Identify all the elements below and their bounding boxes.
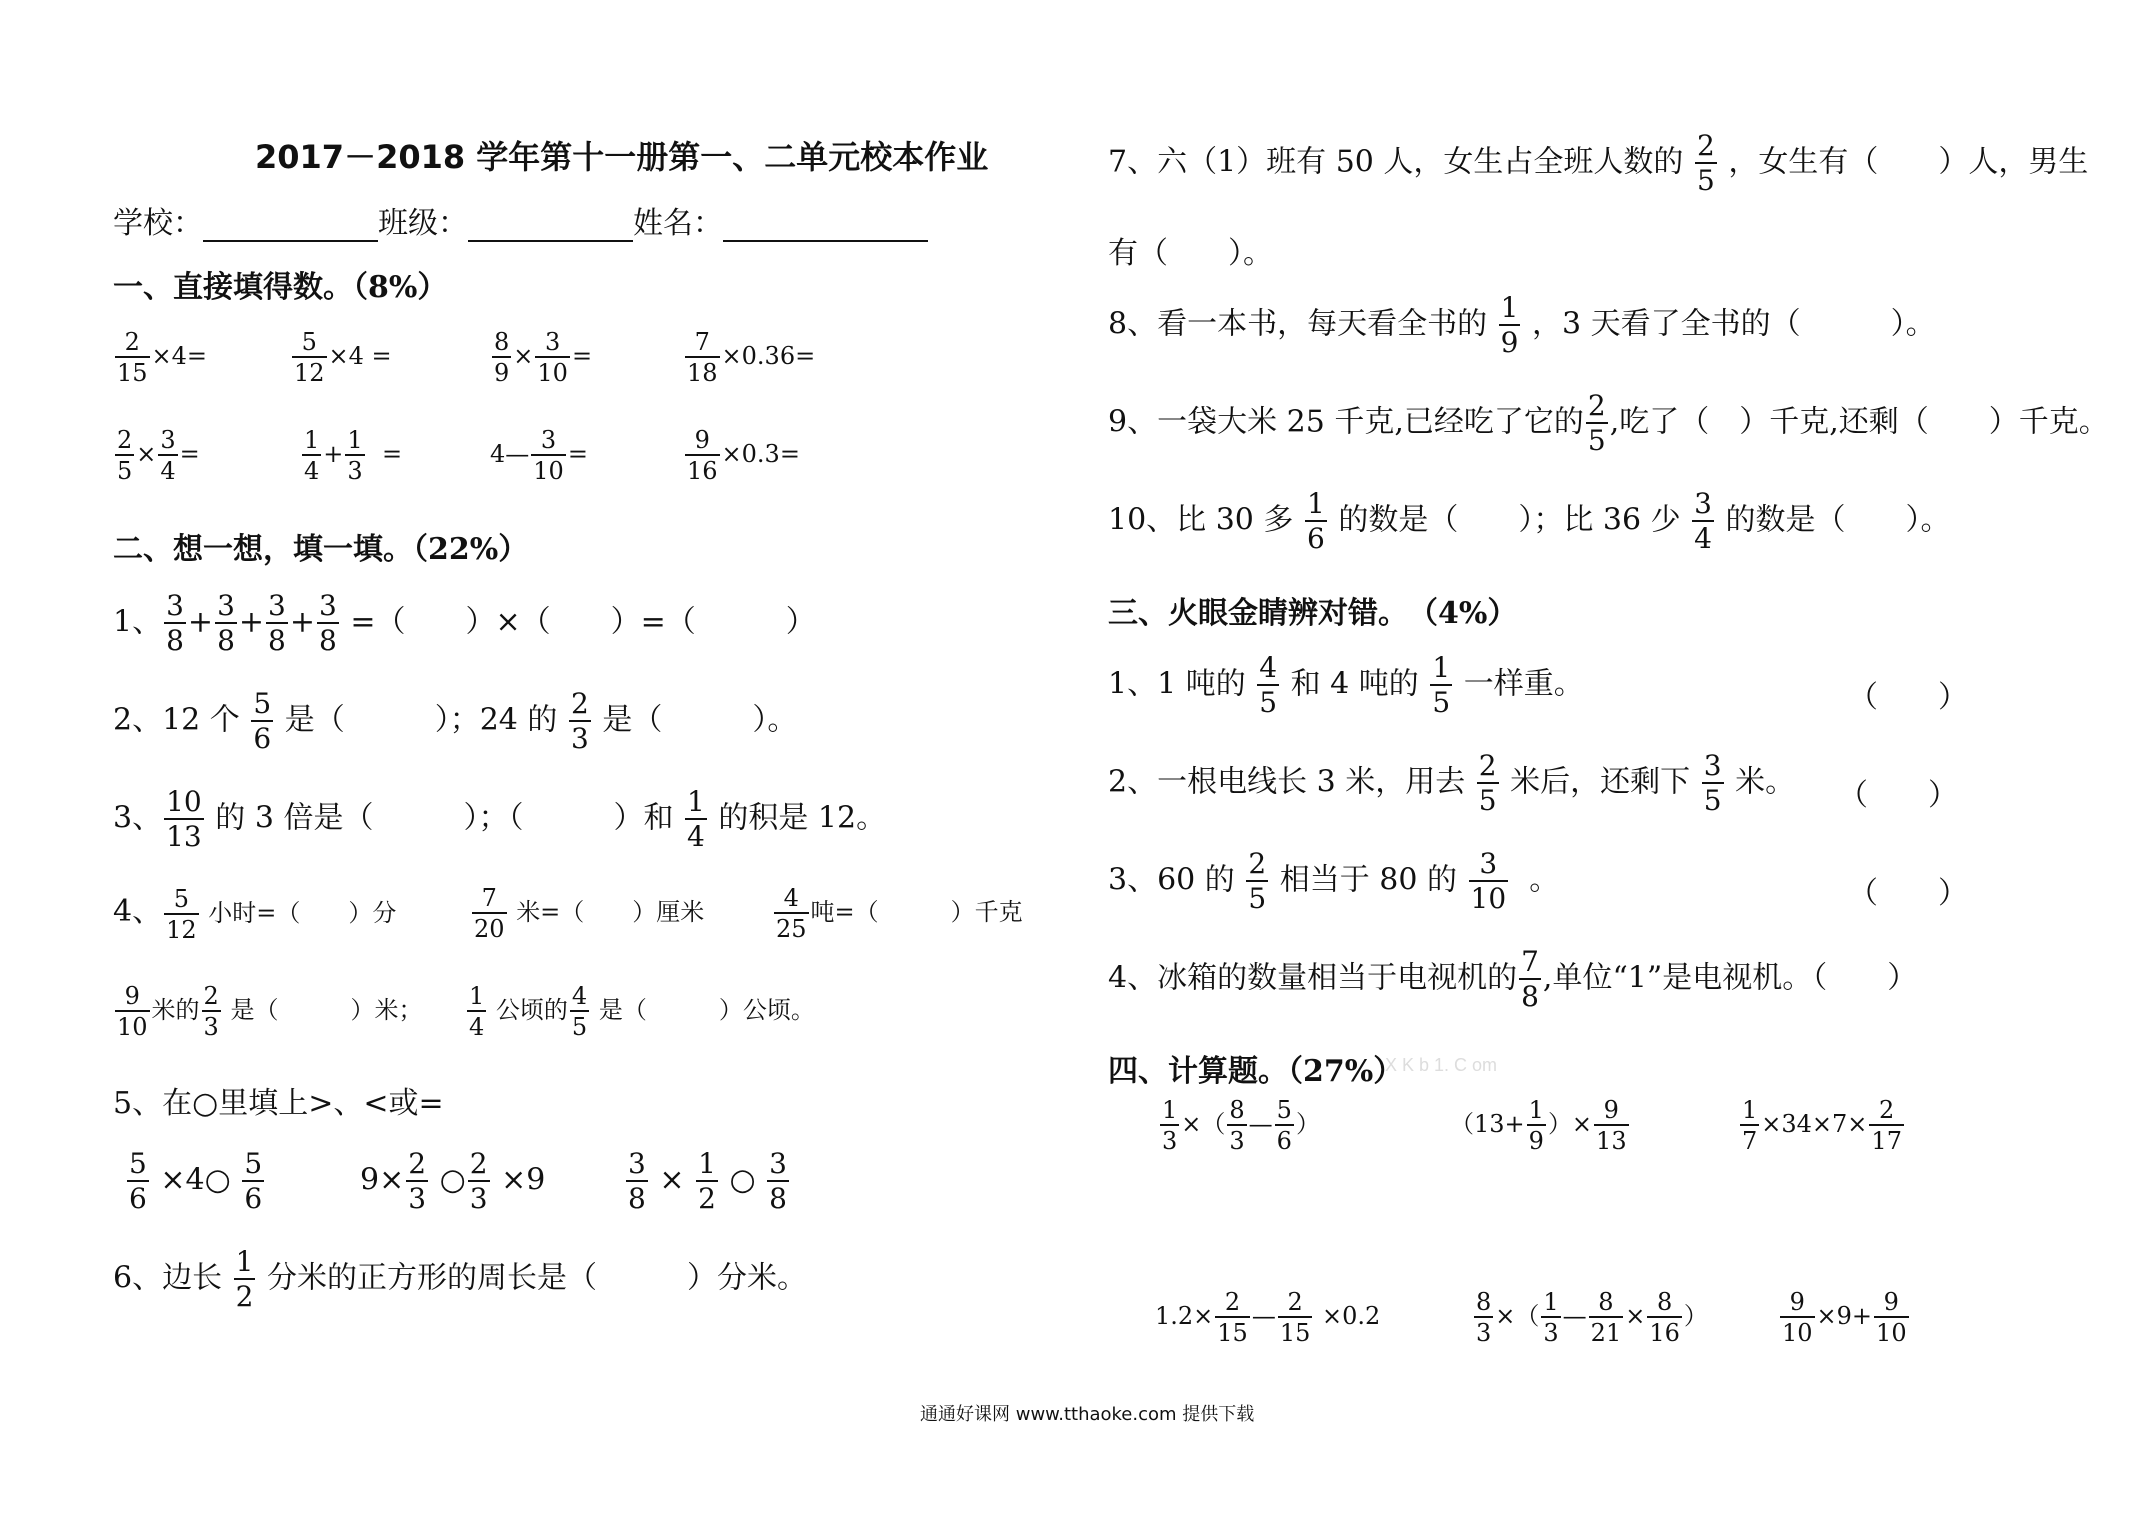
student-info-row — [113, 198, 928, 242]
s3-question-4: 4、冰箱的数量相当于电视机的 $\frac{7}{8}$ ,单位“1”是电视机。（ ） — [1108, 945, 1918, 1013]
s2-question-1: 1、 $\frac{3}{8}$ + $\frac{3}{8}$ + $\frac{3}{8}$ + $\frac{3}{8}$ =（ ）×（ ）=（ ） — [113, 589, 816, 657]
name-blank[interactable] — [723, 210, 928, 242]
section-2-heading: 二、想一想，填一填。（22%） — [113, 532, 529, 567]
s2-question-8: 8、看一本书，每天看全书的 $\frac{1}{9}$ ，3 天看了全书的（ ）。 — [1108, 291, 1936, 359]
s2-q4-item-4: $\frac{9}{10}$ 米的 $\frac{2}{3}$ 是（ ）米； — [117, 982, 423, 1041]
school-label: 学校： — [113, 206, 203, 241]
s4-r2-expr-3: $\frac{9}{10}$ ×9+ $\frac{9}{10}$ — [1782, 1288, 1907, 1347]
school-blank[interactable] — [203, 210, 378, 242]
s2-question-6: 6、边长 $\frac{1}{2}$ 分米的正方形的周长是（ ）分米。 — [113, 1245, 808, 1313]
s1-r1-item-4: $\frac{7}{18}$ ×0.36= — [687, 328, 816, 387]
section-4-heading: 四、计算题。（27%） — [1108, 1054, 1404, 1089]
s1-r2-item-2: $\frac{1}{4}$ + $\frac{1}{3}$ = — [304, 426, 403, 485]
section-3-heading: 三、火眼金睛辨对错。 （4%） — [1108, 596, 1518, 631]
s1-r1-item-1: $\frac{2}{15}$ ×4= — [117, 328, 208, 387]
s4-r2-expr-2: $\frac{8}{3}$ ×（ $\frac{1}{3}$ — $\frac{8}{21}$ × $\frac{8}{16}$ ） — [1476, 1288, 1708, 1347]
s2-question-7-cont: 有（ ）。 — [1108, 236, 1273, 271]
s4-r1-expr-1: $\frac{1}{3}$ ×（ $\frac{8}{3}$ — $\frac{5}{6}$ ） — [1162, 1096, 1320, 1155]
s3-answer-3[interactable]: （ ） — [1848, 876, 1968, 911]
s2-question-9: 9、一袋大米 25 千克,已经吃了它的 $\frac{2}{5}$ ,吃了（ ）千克,还剩（ ）千克。 — [1108, 389, 2109, 457]
class-label: 班级： — [378, 206, 468, 241]
s2-question-2: 2、12 个 $\frac{5}{6}$ 是（ ）；24 的 $\frac{2}{3}$ 是（ ）。 — [113, 687, 798, 755]
page-title: 2017－2018 学年第十一册第一、二单元校本作业 — [255, 138, 989, 176]
watermark: X K b 1. C om — [1385, 1055, 1498, 1075]
s2-q4-item-1: 4、 $\frac{5}{12}$ 小时=（ ）分 — [113, 885, 397, 944]
s1-r2-item-3: 4— $\frac{3}{10}$ = — [490, 426, 588, 485]
s1-r1-item-2: $\frac{5}{12}$ ×4 = — [294, 328, 392, 387]
s4-r1-expr-3: $\frac{1}{7}$ ×34×7× $\frac{2}{17}$ — [1742, 1096, 1902, 1155]
s3-answer-2[interactable]: （ ） — [1838, 778, 1958, 813]
s1-r2-item-1: $\frac{2}{5}$ × $\frac{3}{4}$ = — [117, 426, 200, 485]
section-1-heading: 一、直接填得数。（8%） — [113, 270, 448, 305]
s2-question-5-label: 5、在○里填上>、<或= — [113, 1086, 444, 1121]
s2-q4-item-2: $\frac{7}{20}$ 米=（ ）厘米 — [474, 884, 705, 943]
s3-question-1: 1、1 吨的 $\frac{4}{5}$ 和 4 吨的 $\frac{1}{5}$ 一样重。 — [1108, 651, 1584, 719]
s3-question-3: 3、60 的 $\frac{2}{5}$ 相当于 80 的 $\frac{3}{10}$ 。 — [1108, 847, 1560, 915]
s4-r2-expr-1: 1.2× $\frac{2}{15}$ — $\frac{2}{15}$ ×0.2 — [1155, 1288, 1381, 1347]
s3-answer-1[interactable]: （ ） — [1848, 680, 1968, 715]
s2-question-10: 10、比 30 多 $\frac{1}{6}$ 的数是（ ）；比 36 少 $\frac{3}{4}$ 的数是（ ）。 — [1108, 487, 1951, 555]
s2-q5-compare-3: $\frac{3}{8}$ × $\frac{1}{2}$ ○ $\frac{3}{8}$ — [628, 1147, 787, 1215]
s1-r2-item-4: $\frac{9}{16}$ ×0.3= — [687, 426, 800, 485]
footer-credit: 通通好课网 www.tthaoke.com 提供下载 — [920, 1404, 1255, 1425]
class-blank[interactable] — [468, 210, 633, 242]
s4-r1-expr-2: （13+ $\frac{1}{9}$ ）× $\frac{9}{13}$ — [1450, 1096, 1627, 1155]
s2-q5-compare-2: 9× $\frac{2}{3}$ ○ $\frac{2}{3}$ ×9 — [360, 1147, 546, 1215]
s2-question-3: 3、 $\frac{10}{13}$ 的 3 倍是（ ）；（ ）和 $\frac{1}{4}$ 的积是 12。 — [113, 785, 887, 853]
s3-question-2: 2、一根电线长 3 米，用去 $\frac{2}{5}$ 米后，还剩下 $\frac{3}{5}$ 米。 — [1108, 749, 1796, 817]
s2-question-7: 7、六（1）班有 50 人，女生占全班人数的 $\frac{2}{5}$ ，女生有（ ）人，男生 — [1108, 129, 2089, 197]
s2-q5-compare-1: $\frac{5}{6}$ ×4○ $\frac{5}{6}$ — [129, 1147, 263, 1215]
s1-r1-item-3: $\frac{8}{9}$ × $\frac{3}{10}$ = — [494, 328, 593, 387]
name-label: 姓名： — [633, 206, 723, 241]
s2-q4-item-5: $\frac{1}{4}$ 公顷的 $\frac{4}{5}$ 是（ ）公顷。 — [469, 982, 815, 1041]
s2-q4-item-3: $\frac{4}{25}$ 吨=（ ）千克 — [776, 884, 1023, 943]
